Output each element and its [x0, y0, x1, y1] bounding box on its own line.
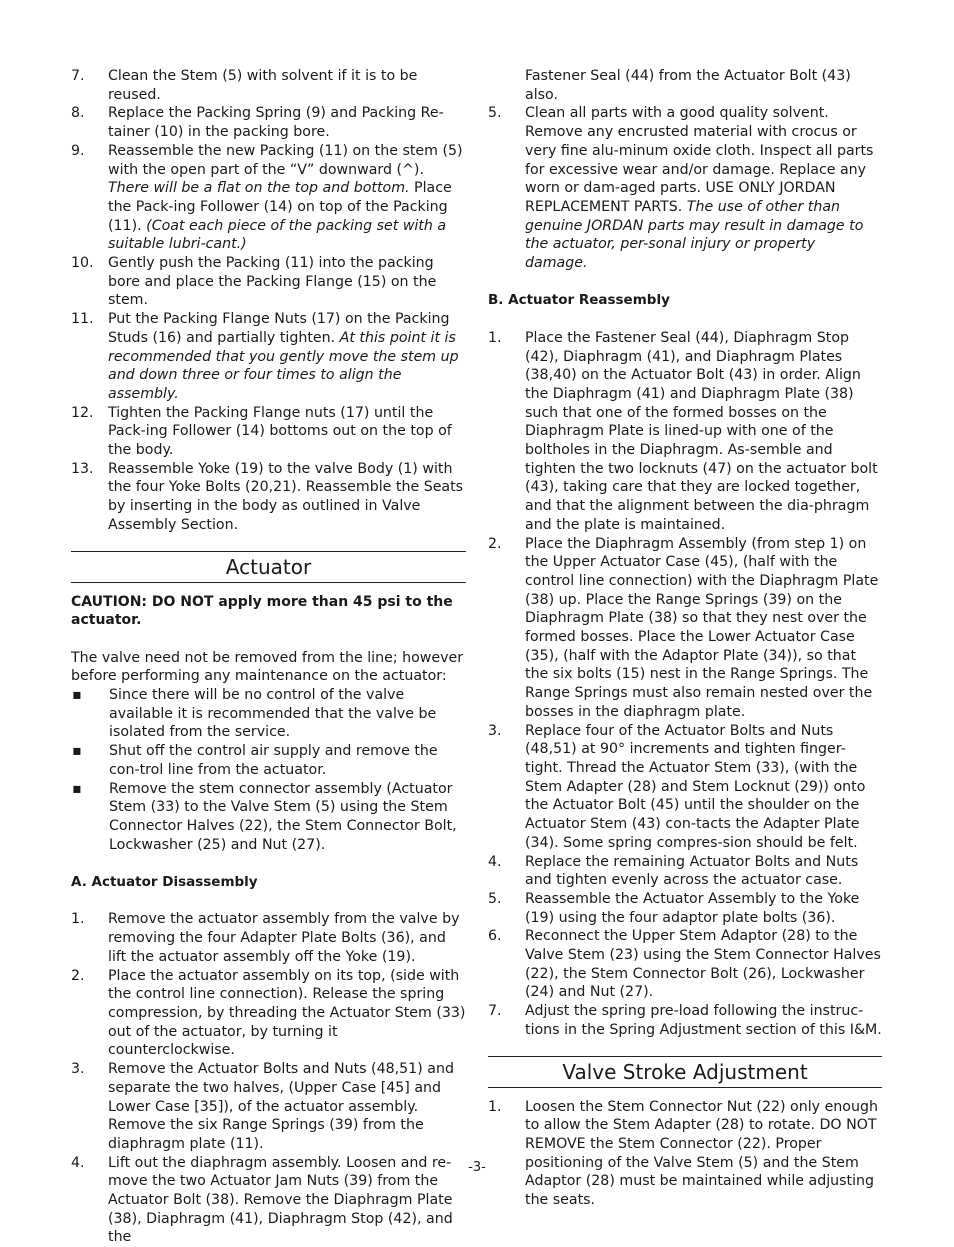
text-run: Clean all parts with a good quality solvent. Remove any encrusted material with crocus or very fine alu-minum oxide cloth. Inspect all parts for excessive wear and/or damage. Replace any worn or dam-aged parts. USE ONLY JORDAN REPLACEMENT PARTS. — [525, 105, 874, 215]
item-text: Adjust the spring pre-load following the instruc-tions in the Spring Adjustment section of this I&M. — [525, 1003, 882, 1038]
bullet-text: Since there will be no control of the valve available it is recommended that the valve be isolated from the service. — [109, 687, 437, 741]
item-number: 4. — [71, 1154, 85, 1171]
item-number: 12. — [71, 404, 94, 421]
caution-note: CAUTION: DO NOT apply more than 45 psi to the actuator. — [71, 593, 453, 629]
italic-run: (Coat each piece of the packing set with a suitable lubri-cant.) — [108, 217, 447, 253]
page-number: -3- — [468, 1160, 486, 1175]
list-item — [71, 460, 466, 535]
item-number: 9. — [71, 142, 85, 159]
left-column — [71, 67, 466, 1247]
item-text — [108, 310, 466, 404]
item-text: Lift out the diaphragm assembly. Loosen and re-move the two Actuator Jam Nuts (39) from the Actuator Bolt (38). Remove the Diaphragm Plate (38), Diaphragm (41), Diaphragm Stop (42), and the — [108, 1154, 453, 1246]
list-item — [71, 1060, 466, 1154]
item-text: Remove the actuator assembly from the valve by removing the four Adapter Plate Bolts (36), and lift the actuator assembly off the Yoke (19). — [108, 911, 460, 965]
item-text: Remove the Actuator Bolts and Nuts (48,51) and separate the two halves, (Upper Case [45] and Lower Case [35]), of the actuator assembly. Remove the six Range Springs (39) from the diaphragm plate (11). — [108, 1061, 454, 1152]
list-item — [71, 67, 466, 104]
item-number: 7. — [488, 1003, 502, 1020]
item-text — [108, 404, 466, 460]
item-number: 13. — [71, 460, 94, 477]
bullet-item — [71, 742, 466, 779]
list-item — [488, 1098, 882, 1210]
packing-reassembly-steps — [71, 67, 466, 535]
list-item — [488, 927, 882, 1002]
bullet-item — [71, 780, 466, 855]
right-column — [488, 67, 882, 1210]
text-run: Replace the Packing Spring (9) and Packing Re-tainer (10) in the packing bore. — [108, 105, 444, 141]
item-number: 3. — [71, 1061, 85, 1078]
italic-run: At this point it is recommended that you gently move the stem up and down three or four times to align the assembly. — [108, 329, 459, 402]
item-number: 3. — [488, 722, 502, 739]
item-text: Place the Diaphragm Assembly (from step 1) on the Upper Actuator Case (45), (half with the control line connection) with the Diaphragm Plate (38) up. Place the Range Springs (39) on the Diaphragm Plate (38) so that they nest over the formed bosses. Place the Lower Actuator Case (35), (half with the Adaptor Plate (34)), so that the six bolts (15) nest in the Range Springs. The Range Springs must also remain nested over the bosses in the diaphragm plate. — [525, 535, 879, 720]
item-number: 1. — [488, 329, 502, 346]
list-item — [488, 329, 882, 535]
bullet-icon: ▪ — [72, 743, 82, 760]
list-item — [488, 1002, 882, 1039]
bullet-item — [71, 686, 466, 742]
item-text: Reconnect the Upper Stem Adaptor (28) to the Valve Stem (23) using the Stem Connector Halves (22), the Stem Connector Bolt (26), Lockwasher (24) and Nut (27). — [525, 928, 881, 1001]
list-item — [488, 67, 882, 104]
item-text — [108, 67, 466, 104]
text-run: Place the Pack-ing Follower (14) on top of the Packing (11). — [108, 180, 452, 234]
actuator-reassembly-heading: B. Actuator Reassembly — [488, 292, 670, 309]
list-item — [488, 722, 882, 853]
list-item — [71, 104, 466, 141]
actuator-disassembly-steps — [71, 910, 466, 1247]
list-item — [488, 104, 882, 272]
item-text — [108, 254, 466, 310]
item-number: 1. — [488, 1098, 502, 1115]
text-run: Put the Packing Flange Nuts (17) on the Packing Studs (16) and partially tighten. — [108, 311, 450, 346]
actuator-disassembly-heading: A. Actuator Disassembly — [71, 874, 258, 891]
item-text: Loosen the Stem Connector Nut (22) only enough to allow the Stem Adapter (28) to rotate. DO NOT REMOVE the Stem Connector (22). Proper positioning of the Valve Stem (5) and the Stem Adaptor (28) must be maintained while adjusting the seats. — [525, 1098, 878, 1209]
bullet-icon: ▪ — [72, 780, 82, 797]
item-text: Reassemble the Actuator Assembly to the Yoke (19) using the four adaptor plate bolts (36). — [525, 890, 860, 926]
item-text — [525, 104, 882, 272]
text-run: Reassemble Yoke (19) to the valve Body (1) with the four Yoke Bolts (20,21). Reassemble the Seats by inserting in the body as outlined in Valve Assembly Section. — [108, 460, 464, 533]
item-text: Place the Fastener Seal (44), Diaphragm Stop (42), Diaphragm (41), and Diaphragm Plates (38,40) on the Actuator Bolt (43) in order. Align the Diaphragm (41) and Diaphragm Plate (38) such that one of the formed bosses on the Diaphragm Plate is lined-up with one of the boltholes in the Diaphragm. As-semble and tighten the two locknuts (47) on the actuator bolt (43), taking care that they are locked together, and that the alignment between the dia-phragm and the plate is maintained. — [525, 329, 878, 533]
item-number: 7. — [71, 68, 85, 84]
item-number: 2. — [71, 967, 85, 984]
item-text: Replace the remaining Actuator Bolts and Nuts and tighten evenly across the actuator case. — [525, 853, 859, 889]
list-item — [71, 404, 466, 460]
valve-stroke-heading: Valve Stroke Adjustment — [488, 1056, 882, 1088]
bullet-icon: ▪ — [72, 687, 82, 704]
item-number: 4. — [488, 853, 502, 870]
item-text — [108, 142, 466, 254]
item-text: Replace four of the Actuator Bolts and Nuts (48,51) at 90° increments and tighten finger-tight. Thread the Actuator Stem (33), (with the Stem Adapter (28) and Stem Locknut (29)) onto the Actuator Bolt (45) until the shoulder on the Actuator Stem (43) con-tacts the Adapter Plate (34). Some spring compres-sion should be felt. — [525, 722, 866, 851]
item-number: 11. — [71, 311, 94, 328]
actuator-intro: The valve need not be removed from the line; however before performing any maintenance on the actuator: — [71, 649, 464, 685]
item-number: 1. — [71, 911, 85, 928]
list-item — [71, 910, 466, 966]
list-item — [71, 310, 466, 404]
text-run: Tighten the Packing Flange nuts (17) until the Pack-ing Follower (14) bottoms out on the top of the body. — [108, 404, 452, 459]
item-number: 5. — [488, 890, 502, 907]
list-item — [488, 890, 882, 927]
actuator-heading: Actuator — [71, 551, 466, 583]
item-text: Place the actuator assembly on its top, (side with the control line connection). Release the spring compression, by threading the Actuator Stem (33) out of the actuator, by turning it counterclockwise. — [108, 967, 466, 1059]
text-run: Gently push the Packing (11) into the packing bore and place the Packing Flange (15) on the stem. — [108, 255, 437, 309]
continuation-text: Fastener Seal (44) from the Actuator Bolt (43) also. — [525, 68, 851, 103]
list-item — [488, 535, 882, 722]
item-number: 6. — [488, 928, 502, 945]
bullet-text: Remove the stem connector assembly (Actuator Stem (33) to the Valve Stem (5) using the Stem Connector Halves (22), the Stem Connector Bolt, Lockwasher (25) and Nut (27). — [109, 780, 457, 853]
item-number: 5. — [488, 105, 502, 122]
actuator-reassembly-steps — [488, 329, 882, 1040]
list-item — [71, 142, 466, 254]
italic-run: There will be a flat on the top and bottom. — [108, 180, 410, 197]
italic-run: The use of other than genuine JORDAN parts may result in damage to the actuator, per-sonal injury or property damage. — [525, 198, 864, 272]
item-text — [108, 104, 466, 141]
item-number: 2. — [488, 535, 502, 552]
text-run: Reassemble the new Packing (11) on the stem (5) with the open part of the “V” downward (^). — [108, 142, 463, 178]
list-item — [488, 853, 882, 890]
item-number: 8. — [71, 105, 85, 122]
list-item — [71, 254, 466, 310]
item-number: 10. — [71, 255, 94, 272]
actuator-precautions-list — [71, 686, 466, 854]
list-item — [71, 967, 466, 1061]
item-text — [108, 460, 466, 535]
text-run: Clean the Stem (5) with solvent if it is to be reused. — [108, 68, 418, 103]
valve-stroke-steps — [488, 1098, 882, 1210]
bullet-text: Shut off the control air supply and remove the con-trol line from the actuator. — [109, 743, 438, 778]
